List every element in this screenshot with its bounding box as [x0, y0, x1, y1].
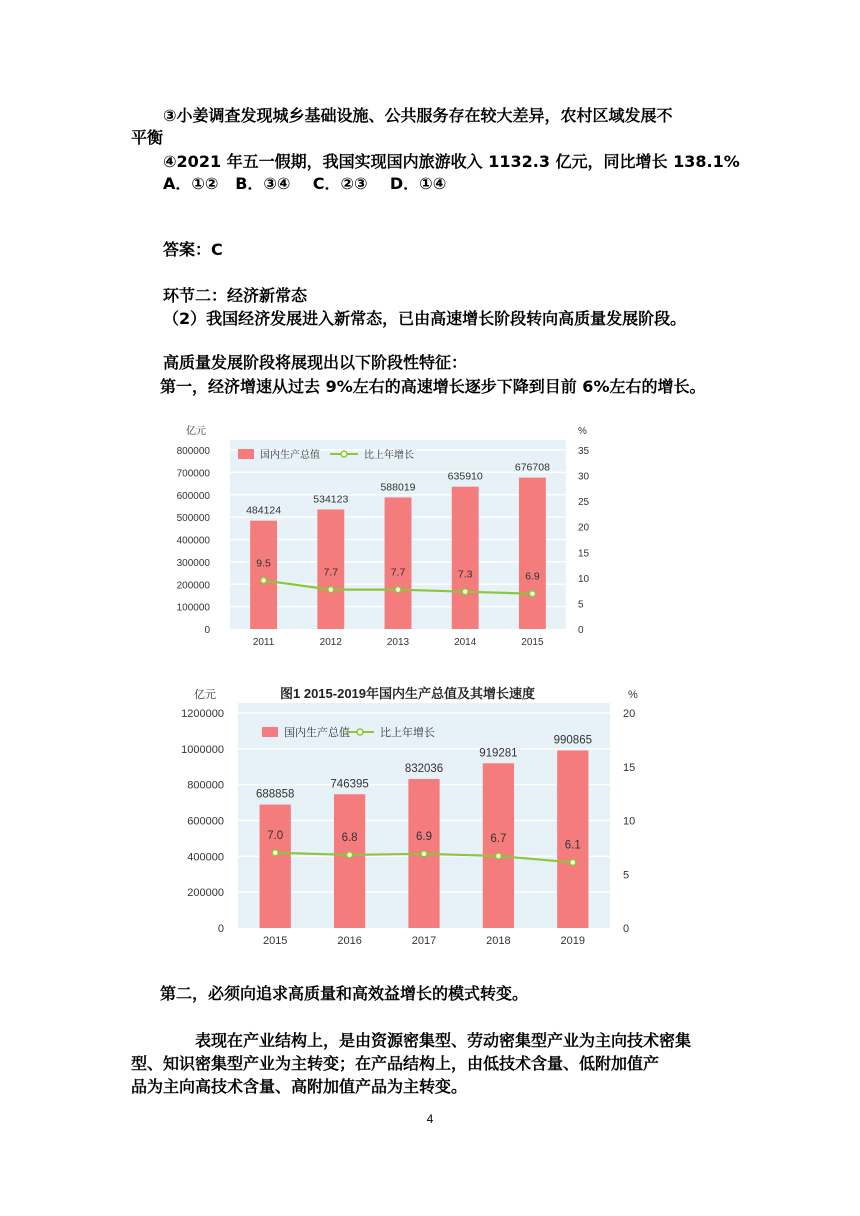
- growth-value-label: 7.0: [267, 829, 284, 842]
- left-tick-label: 1200000: [181, 708, 224, 720]
- bar-value-label: 676708: [514, 461, 550, 474]
- x-tick-label: 2016: [337, 935, 362, 947]
- left-tick-label: 800000: [187, 779, 224, 792]
- paragraph-line3: 品为主向高技术含量、高附加值产品为主转变。: [131, 1077, 468, 1096]
- growth-value-label: 7.7: [323, 566, 339, 579]
- chart-2-svg: [180, 680, 650, 955]
- right-tick-label: 0: [623, 923, 630, 935]
- point-2-text: （2）我国经济发展进入新常态，已由高速增长阶段转向高质量发展阶段。: [163, 309, 687, 328]
- left-tick-label: 800000: [176, 446, 210, 457]
- left-tick-label: 700000: [176, 468, 210, 480]
- growth-value-label: 6.1: [564, 839, 581, 852]
- bar: [385, 497, 412, 629]
- option-3-line1: ③小姜调查发现城乡基础设施、公共服务存在较大差异，农村区域发展不: [163, 106, 673, 125]
- right-tick-label: 20: [623, 708, 636, 720]
- right-tick-label: 25: [578, 497, 590, 509]
- bar-value-label: 919281: [479, 747, 518, 760]
- right-tick-label: 5: [623, 869, 630, 882]
- growth-point: [272, 850, 278, 856]
- left-tick-label: 1000000: [181, 743, 224, 756]
- x-tick-label: 2015: [521, 637, 544, 648]
- right-tick-label: 30: [578, 471, 590, 483]
- chart-1-svg: [176, 420, 600, 650]
- right-tick-label: 0: [578, 625, 584, 636]
- legend-bar-label: 国内生产总值: [260, 450, 320, 461]
- right-axis-unit: %: [628, 689, 638, 701]
- left-tick-label: 200000: [176, 580, 210, 592]
- bar: [334, 794, 365, 928]
- left-tick-label: 400000: [187, 851, 224, 864]
- bar-value-label: 534123: [313, 493, 349, 506]
- left-tick-label: 500000: [176, 513, 210, 525]
- second-feature: 第二，必须向追求高质量和高效益增长的模式转变。: [160, 984, 529, 1003]
- growth-value-label: 7.7: [390, 566, 406, 579]
- left-axis-unit: 亿元: [194, 689, 216, 701]
- bar: [260, 805, 291, 928]
- growth-point: [462, 589, 468, 595]
- legend-line-marker: [341, 451, 347, 457]
- bar-value-label: 588019: [380, 481, 416, 494]
- right-tick-label: 10: [623, 815, 636, 828]
- right-tick-label: 20: [578, 522, 590, 534]
- growth-point: [347, 852, 353, 858]
- first-feature: 第一，经济增速从过去 9%左右的高速增长逐步下降到目前 6%左右的增长。: [160, 377, 706, 396]
- legend-line-label: 比上年增长: [364, 450, 414, 461]
- left-tick-label: 0: [217, 923, 224, 935]
- x-tick-label: 2013: [386, 637, 410, 648]
- page-number: 4: [426, 1112, 434, 1126]
- gdp-chart-2011-2015: [176, 420, 600, 650]
- paragraph-line1: 表现在产业结构上，是由资源密集型、劳动密集型产业为主向技术密集: [195, 1031, 692, 1050]
- right-tick-label: 5: [578, 599, 584, 611]
- growth-value-label: 6.7: [490, 832, 507, 845]
- growth-point: [328, 587, 334, 593]
- legend-line-label: 比上年增长: [380, 727, 435, 739]
- bar-value-label: 688858: [256, 788, 295, 801]
- left-tick-label: 200000: [187, 887, 224, 900]
- legend-line-marker: [357, 729, 363, 735]
- answer-options: A．①② B．③④ C．②③ D．①④: [163, 174, 447, 193]
- section-heading: 环节二：经济新常态: [163, 286, 308, 305]
- right-axis-unit: %: [578, 426, 587, 437]
- features-intro: 高质量发展阶段将展现出以下阶段性特征：: [163, 353, 468, 372]
- left-tick-label: 600000: [187, 815, 224, 828]
- right-tick-label: 15: [578, 548, 590, 560]
- bar: [452, 487, 479, 629]
- left-tick-label: 400000: [176, 535, 210, 547]
- legend-bar-label: 国内生产总值: [284, 727, 350, 739]
- bar-value-label: 635910: [447, 470, 483, 483]
- option-3-line2: 平衡: [131, 128, 164, 147]
- left-tick-label: 100000: [176, 602, 210, 614]
- bar: [519, 478, 546, 629]
- growth-point: [395, 587, 401, 593]
- x-tick-label: 2019: [560, 935, 586, 947]
- left-tick-label: 300000: [176, 557, 210, 569]
- gdp-chart-2015-2019: [180, 680, 650, 955]
- growth-point: [421, 851, 427, 857]
- x-tick-label: 2014: [454, 637, 477, 648]
- left-tick-label: 600000: [176, 490, 210, 502]
- right-tick-label: 10: [578, 573, 590, 585]
- growth-value-label: 6.9: [525, 570, 540, 583]
- bar-value-label: 832036: [404, 762, 444, 775]
- growth-value-label: 6.8: [341, 831, 358, 844]
- right-tick-label: 35: [578, 446, 590, 457]
- answer-text: 答案：C: [163, 240, 223, 259]
- legend-bar-swatch: [262, 727, 278, 737]
- growth-value-label: 7.3: [457, 568, 473, 581]
- legend-bar-swatch: [238, 449, 254, 459]
- bar-value-label: 990865: [553, 734, 592, 747]
- bar: [483, 763, 514, 928]
- x-tick-label: 2012: [319, 637, 342, 648]
- bar-value-label: 746395: [330, 778, 369, 791]
- bar-value-label: 484124: [246, 504, 282, 517]
- chart-title: 图1 2015-2019年国内生产总值及其增长速度: [280, 686, 536, 701]
- paragraph-line2: 型、知识密集型产业为主转变；在产品结构上，由低技术含量、低附加值产: [131, 1054, 660, 1073]
- x-tick-label: 2015: [262, 935, 288, 947]
- growth-point: [529, 591, 535, 597]
- x-tick-label: 2011: [252, 637, 275, 648]
- option-4-line: ④2021 年五一假期，我国实现国内旅游收入 1132.3 亿元，同比增长 138.1%: [163, 152, 740, 171]
- growth-value-label: 6.9: [416, 830, 432, 843]
- left-axis-unit: 亿元: [186, 426, 206, 437]
- x-tick-label: 2017: [411, 935, 437, 947]
- x-tick-label: 2018: [486, 935, 511, 947]
- growth-point: [570, 859, 576, 865]
- growth-point: [261, 577, 267, 583]
- growth-point: [495, 853, 501, 859]
- right-tick-label: 15: [623, 761, 636, 774]
- growth-value-label: 9.5: [256, 557, 271, 570]
- bar: [250, 521, 277, 629]
- left-tick-label: 0: [204, 625, 210, 636]
